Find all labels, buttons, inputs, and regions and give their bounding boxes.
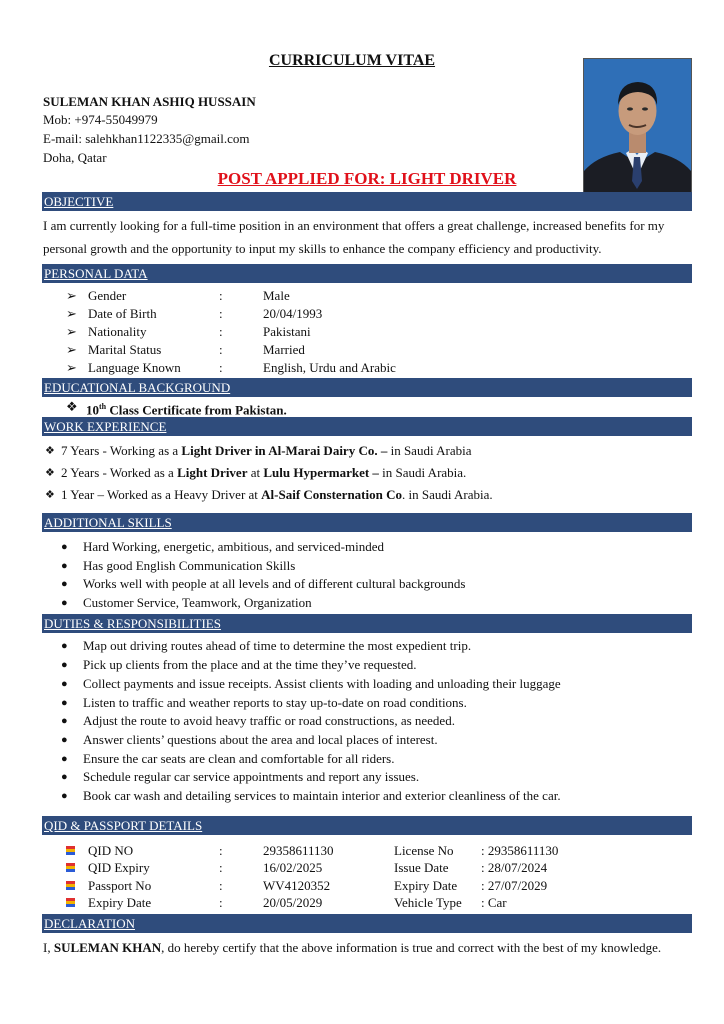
duty-text: Schedule regular car service appointments and report any issues. <box>83 769 420 784</box>
work-text <box>61 487 493 503</box>
objective-text: I am currently looking for a full-time position in an environment that offers a great challenge, increased benefits for my personal growth and the opportunity to input my skills to enhance the company efficiency and productivity. <box>43 218 665 256</box>
work-post: . in Saudi Arabia. <box>402 487 493 502</box>
diamond-marker-icon: ❖ <box>45 467 55 479</box>
duty-text: Pick up clients from the place and at the time they’ve requested. <box>83 657 417 672</box>
bullet-icon: ● <box>61 715 68 727</box>
personal-label: Gender <box>88 288 127 303</box>
bullet-icon: ● <box>61 697 68 709</box>
bullet-icon: ● <box>61 790 68 802</box>
work-post: in Saudi Arabia <box>387 443 472 458</box>
duty-text: Ensure the car seats are clean and comfortable for all riders. <box>83 751 395 766</box>
work-post: in Saudi Arabia. <box>378 465 467 480</box>
flag-icon <box>66 846 75 855</box>
declaration-text <box>43 940 661 956</box>
qid-value: 29358611130 <box>263 843 334 858</box>
arrow-marker-icon: ➢ <box>66 324 77 339</box>
bullet-icon: ● <box>61 640 68 652</box>
work-text <box>61 465 466 481</box>
work-bold: Light Driver in Al-Marai Dairy Co. <box>181 443 378 458</box>
diamond-marker-icon: ❖ <box>45 445 55 457</box>
personal-colon: : <box>219 288 223 303</box>
candidate-name: SULEMAN KHAN ASHIQ HUSSAIN <box>43 94 256 109</box>
work-mid: at <box>247 465 264 480</box>
personal-label: Date of Birth <box>88 306 157 321</box>
work-pre: 7 Years - Working as a <box>61 443 182 458</box>
bullet-icon: ● <box>61 734 68 746</box>
section-skills: ADDITIONAL SKILLS <box>42 513 692 532</box>
work-bold: – <box>380 443 388 458</box>
qid-label2: Vehicle Type <box>394 895 462 910</box>
duty-text: Book car wash and detailing services to maintain interior and exterior cleanliness of the car. <box>83 788 561 803</box>
duty-text: Map out driving routes ahead of time to determine the most expedient trip. <box>83 638 472 653</box>
arrow-marker-icon: ➢ <box>66 306 77 321</box>
work-pre: 2 Years - Worked as a <box>61 465 178 480</box>
personal-label: Marital Status <box>88 342 162 357</box>
qid-label: Passport No <box>88 878 152 893</box>
bullet-icon: ● <box>61 578 68 590</box>
personal-label: Nationality <box>88 324 147 339</box>
duty-text: Listen to traffic and weather reports to stay up-to-date on road conditions. <box>83 695 467 710</box>
qid-value2: : Car <box>481 895 507 910</box>
work-pre: 1 Year – Worked as a Heavy Driver at <box>61 487 262 502</box>
work-bold: Lulu Hypermarket – <box>263 465 379 480</box>
document-title: CURRICULUM VITAE <box>268 52 436 69</box>
section-duties: DUTIES & RESPONSIBILITIES <box>42 614 692 633</box>
personal-colon: : <box>219 360 223 375</box>
education-sup: th <box>99 402 107 411</box>
qid-label: Expiry Date <box>88 895 152 910</box>
skill-text: Works well with people at all levels and of different cultural backgrounds <box>83 576 466 591</box>
personal-colon: : <box>219 342 223 357</box>
arrow-marker-icon: ➢ <box>66 360 77 375</box>
duty-text: Answer clients’ questions about the area and local places of interest. <box>83 732 438 747</box>
qid-label2: License No <box>394 843 454 858</box>
qid-value: 20/05/2029 <box>263 895 323 910</box>
qid-label: QID NO <box>88 843 134 858</box>
duty-text: Collect payments and issue receipts. Assist clients with loading and unloading their luggage <box>83 676 561 691</box>
flag-icon <box>66 881 75 890</box>
post-applied-title: POST APPLIED FOR: LIGHT DRIVER <box>217 169 517 188</box>
qid-value2: : 27/07/2029 <box>481 878 548 893</box>
section-personal-data: PERSONAL DATA <box>42 264 692 283</box>
section-objective: OBJECTIVE <box>42 192 692 211</box>
work-bold: Al-Saif Consternation Co <box>261 487 402 502</box>
bullet-icon: ● <box>61 659 68 671</box>
section-work: WORK EXPERIENCE <box>42 417 692 436</box>
skill-text: Customer Service, Teamwork, Organization <box>83 595 312 610</box>
qid-value2: : 29358611130 <box>481 843 559 858</box>
arrow-marker-icon: ➢ <box>66 288 77 303</box>
skill-text: Hard Working, energetic, ambitious, and serviced-minded <box>83 539 384 554</box>
duty-text: Adjust the route to avoid heavy traffic or road constructions, as needed. <box>83 713 455 728</box>
arrow-marker-icon: ➢ <box>66 342 77 357</box>
education-num: 10 <box>86 402 99 418</box>
declaration-pre: I, <box>43 940 54 955</box>
section-education: EDUCATIONAL BACKGROUND <box>42 378 692 397</box>
qid-colon: : <box>219 878 223 893</box>
bullet-icon: ● <box>61 678 68 690</box>
work-bold: Light Driver <box>177 465 248 480</box>
email-address: E-mail: salehkhan1122335@gmail.com <box>43 131 250 146</box>
flag-icon <box>66 863 75 872</box>
declaration-post: , do hereby certify that the above information is true and correct with the best of my knowledge. <box>161 940 662 955</box>
qid-label2: Expiry Date <box>394 878 458 893</box>
qid-label2: Issue Date <box>394 860 449 875</box>
personal-value: Male <box>263 288 290 303</box>
diamond-marker-icon: ❖ <box>45 489 55 501</box>
qid-colon: : <box>219 895 223 910</box>
flag-icon <box>66 898 75 907</box>
personal-colon: : <box>219 324 223 339</box>
qid-value2: : 28/07/2024 <box>481 860 548 875</box>
bullet-icon: ● <box>61 597 68 609</box>
education-desc: Class Certificate from Pakistan. <box>106 402 287 418</box>
declaration-name: SULEMAN KHAN <box>53 940 162 955</box>
personal-label: Language Known <box>88 360 181 375</box>
section-declaration: DECLARATION <box>42 914 692 933</box>
qid-value: WV4120352 <box>263 878 331 893</box>
personal-colon: : <box>219 306 223 321</box>
bullet-icon: ● <box>61 771 68 783</box>
personal-value: English, Urdu and Arabic <box>263 360 396 375</box>
bullet-icon: ● <box>61 541 68 553</box>
qid-value: 16/02/2025 <box>263 860 323 875</box>
personal-value: Pakistani <box>263 324 311 339</box>
location: Doha, Qatar <box>43 150 107 165</box>
qid-colon: : <box>219 843 223 858</box>
education-text <box>86 399 287 418</box>
qid-label: QID Expiry <box>88 860 150 875</box>
qid-colon: : <box>219 860 223 875</box>
personal-value: 20/04/1993 <box>263 306 323 321</box>
section-qid-passport: QID & PASSPORT DETAILS <box>42 816 692 835</box>
work-text <box>61 443 471 459</box>
diamond-marker-icon: ❖ <box>66 399 78 414</box>
skill-text: Has good English Communication Skills <box>83 558 296 573</box>
personal-value: Married <box>263 342 305 357</box>
bullet-icon: ● <box>61 560 68 572</box>
bullet-icon: ● <box>61 753 68 765</box>
mobile-number: Mob: +974-55049979 <box>43 112 158 127</box>
